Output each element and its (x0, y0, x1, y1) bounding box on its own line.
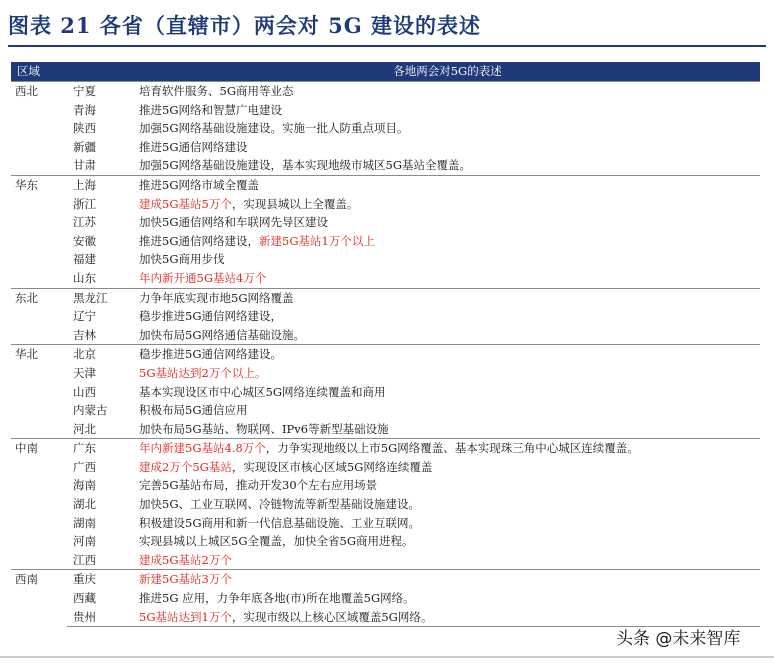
statement-cell (135, 401, 760, 420)
header-blank (67, 62, 135, 82)
statement-text: 推进5G通信网络建设 (139, 139, 248, 154)
statement-text: 加快布局5G基站、物联网、IPv6等新型基础设施 (139, 421, 389, 436)
statement-cell (135, 551, 760, 570)
province-cell: 天津 (73, 365, 96, 380)
statement-text: 推进5G网络和智慧广电建设 (139, 102, 283, 117)
statement-cell (135, 514, 760, 533)
statement-text: 加快5G商用步伐 (139, 252, 225, 267)
province-cell: 海南 (73, 478, 96, 493)
province-cell: 安徽 (73, 233, 96, 248)
statement-cell (135, 570, 760, 589)
statement-text: ，实现设区市核心区域5G网络连续覆盖 (231, 459, 433, 474)
province-cell: 江西 (73, 552, 96, 567)
statement-cell (135, 458, 760, 477)
figure-title: 图表 21 各省（直辖市）两会对 5G 建设的表述 (8, 13, 482, 38)
highlight-text: 年内新开通5G基站4万个 (139, 270, 267, 285)
province-cell: 重庆 (67, 570, 135, 589)
statement-text: 实现县城以上城区5G全覆盖，加快全省5G商用进程。 (139, 534, 414, 549)
highlight-text-2: 新建5G基站1万个以上 (259, 233, 375, 248)
statement-cell (135, 288, 760, 307)
province-cell: 黑龙江 (67, 288, 135, 307)
table-body (11, 82, 760, 627)
statement-text: 完善5G基站布局，推动开发30个左右应用场景 (139, 478, 378, 493)
table-row (11, 364, 760, 383)
region-cell: 中南 (11, 439, 67, 570)
statement-text: 推进5G 应用，力争年底各地(市)所在地覆盖5G网络。 (139, 591, 415, 606)
watermark: 头条 @未来智库 (616, 629, 741, 649)
table-row (11, 420, 760, 439)
table-row (11, 495, 760, 514)
statement-text: 积极布局5G通信应用 (139, 403, 248, 418)
statement-cell (135, 439, 760, 458)
highlight-text: 建成2万个5G基站 (139, 459, 232, 474)
statement-cell (135, 383, 760, 402)
table-row (11, 175, 760, 194)
province-cell: 山西 (73, 384, 96, 399)
highlight-text: 5G基站达到1万个 (139, 609, 232, 624)
highlight-text: 建成5G基站5万个 (139, 196, 232, 211)
province-cell: 河南 (73, 534, 96, 549)
province-cell: 贵州 (67, 608, 135, 627)
table-row (11, 383, 760, 402)
statement-cell (135, 101, 760, 120)
province-cell: 北京 (67, 345, 135, 364)
province-cell: 陕西 (73, 121, 96, 136)
statement-text: 积极建设5G商用和新一代信息基础设施、工业互联网。 (139, 515, 421, 530)
table-row (11, 307, 760, 326)
statement-text: ，实现市级以上核心区域覆盖5G网络。 (231, 609, 433, 624)
province-cell: 甘肃 (73, 158, 96, 173)
statement-text: 加快5G、工业互联网、冷链物流等新型基础设施建设。 (139, 497, 421, 512)
table-row (11, 213, 760, 232)
statement-cell (135, 495, 760, 514)
table-row (11, 326, 760, 345)
statement-text: 稳步推进5G通信网络建设。 (139, 347, 283, 362)
statement-cell (135, 156, 760, 175)
province-cell: 上海 (67, 175, 135, 194)
province-cell: 广西 (73, 459, 96, 474)
province-cell: 内蒙古 (73, 403, 108, 418)
province-cell: 湖南 (73, 515, 96, 530)
statement-cell (135, 326, 760, 345)
statement-text: ，实现县城以上全覆盖。 (231, 196, 359, 211)
table-row (11, 551, 760, 570)
statement-text: 推进5G网络市域全覆盖 (139, 177, 260, 192)
province-cell: 西藏 (73, 591, 96, 606)
statement-text: ，力争实现地级以上市5G网络覆盖、基本实现珠三角中心城区连续覆盖。 (265, 441, 639, 456)
province-cell: 辽宁 (73, 309, 96, 324)
statement-cell (135, 532, 760, 551)
bottom-divider (0, 656, 774, 658)
statement-cell (135, 213, 760, 232)
statement-cell (135, 82, 760, 101)
table-row (11, 156, 760, 175)
statement-cell (135, 345, 760, 364)
statement-cell (135, 175, 760, 194)
highlight-text: 建成5G基站2万个 (139, 552, 232, 567)
province-cell: 福建 (73, 252, 96, 267)
table-row (11, 119, 760, 138)
table-row (11, 82, 760, 101)
province-cell: 宁夏 (67, 82, 135, 101)
region-cell: 西北 (11, 82, 67, 176)
highlight-text: 新建5G基站3万个 (139, 572, 232, 587)
province-cell: 湖北 (73, 497, 96, 512)
table-row (11, 514, 760, 533)
statement-text: 推进5G通信网络建设， (139, 233, 260, 248)
statement-text: 基本实现设区市中心城区5G网络连续覆盖和商用 (139, 384, 386, 399)
province-cell: 浙江 (73, 196, 96, 211)
statement-text: 加快布局5G网络通信基础设施。 (139, 327, 306, 342)
table-row (11, 250, 760, 269)
statement-text: 加强5G网络基础设施建设。实施一批人防重点项目。 (139, 121, 409, 136)
statement-cell (135, 476, 760, 495)
region-cell: 西南 (11, 570, 67, 627)
table-row (11, 232, 760, 251)
statement-cell (135, 138, 760, 157)
statement-cell (135, 589, 760, 608)
table-row (11, 195, 760, 214)
5g-statements-table (11, 62, 760, 627)
statement-cell (135, 232, 760, 251)
province-cell: 吉林 (73, 327, 96, 342)
province-cell: 新疆 (73, 139, 96, 154)
highlight-text: 5G基站达到2万个以上。 (139, 365, 267, 380)
highlight-text: 年内新建5G基站4.8万个 (139, 441, 266, 456)
statement-cell (135, 269, 760, 288)
statement-cell (135, 364, 760, 383)
statement-text: 培育软件服务、5G商用等业态 (139, 84, 294, 98)
province-cell: 江苏 (73, 215, 96, 230)
statement-text: 加快5G通信网络和车联网先导区建设 (139, 215, 329, 230)
region-cell: 华东 (11, 175, 67, 288)
table-row (11, 439, 760, 458)
table-row (11, 570, 760, 589)
table-row (11, 138, 760, 157)
statement-text: 稳步推进5G通信网络建设， (139, 309, 283, 324)
statement-cell (135, 119, 760, 138)
table-row (11, 345, 760, 364)
statement-cell (135, 420, 760, 439)
header-region: 区域 (11, 62, 67, 82)
header-desc: 各地两会对5G的表述 (135, 62, 760, 82)
province-cell: 青海 (73, 102, 96, 117)
table-row (11, 101, 760, 120)
province-cell: 广东 (67, 439, 135, 458)
province-cell: 河北 (73, 421, 96, 436)
table-row (11, 532, 760, 551)
province-cell: 山东 (73, 270, 96, 285)
table-row (11, 476, 760, 495)
table-row (11, 401, 760, 420)
statement-cell (135, 195, 760, 214)
table-header-row (11, 62, 760, 82)
title-divider (8, 45, 766, 47)
statement-text: 力争年底实现市地5G网络覆盖 (139, 290, 294, 305)
statement-cell (135, 250, 760, 269)
table-row (11, 269, 760, 288)
statement-cell (135, 307, 760, 326)
region-cell: 东北 (11, 288, 67, 345)
region-cell: 华北 (11, 345, 67, 439)
table-row (11, 589, 760, 608)
table-row (11, 288, 760, 307)
table-row (11, 458, 760, 477)
statement-text: 加强5G网络基础设施建设，基本实现地级市城区5G基站全覆盖。 (139, 158, 472, 173)
